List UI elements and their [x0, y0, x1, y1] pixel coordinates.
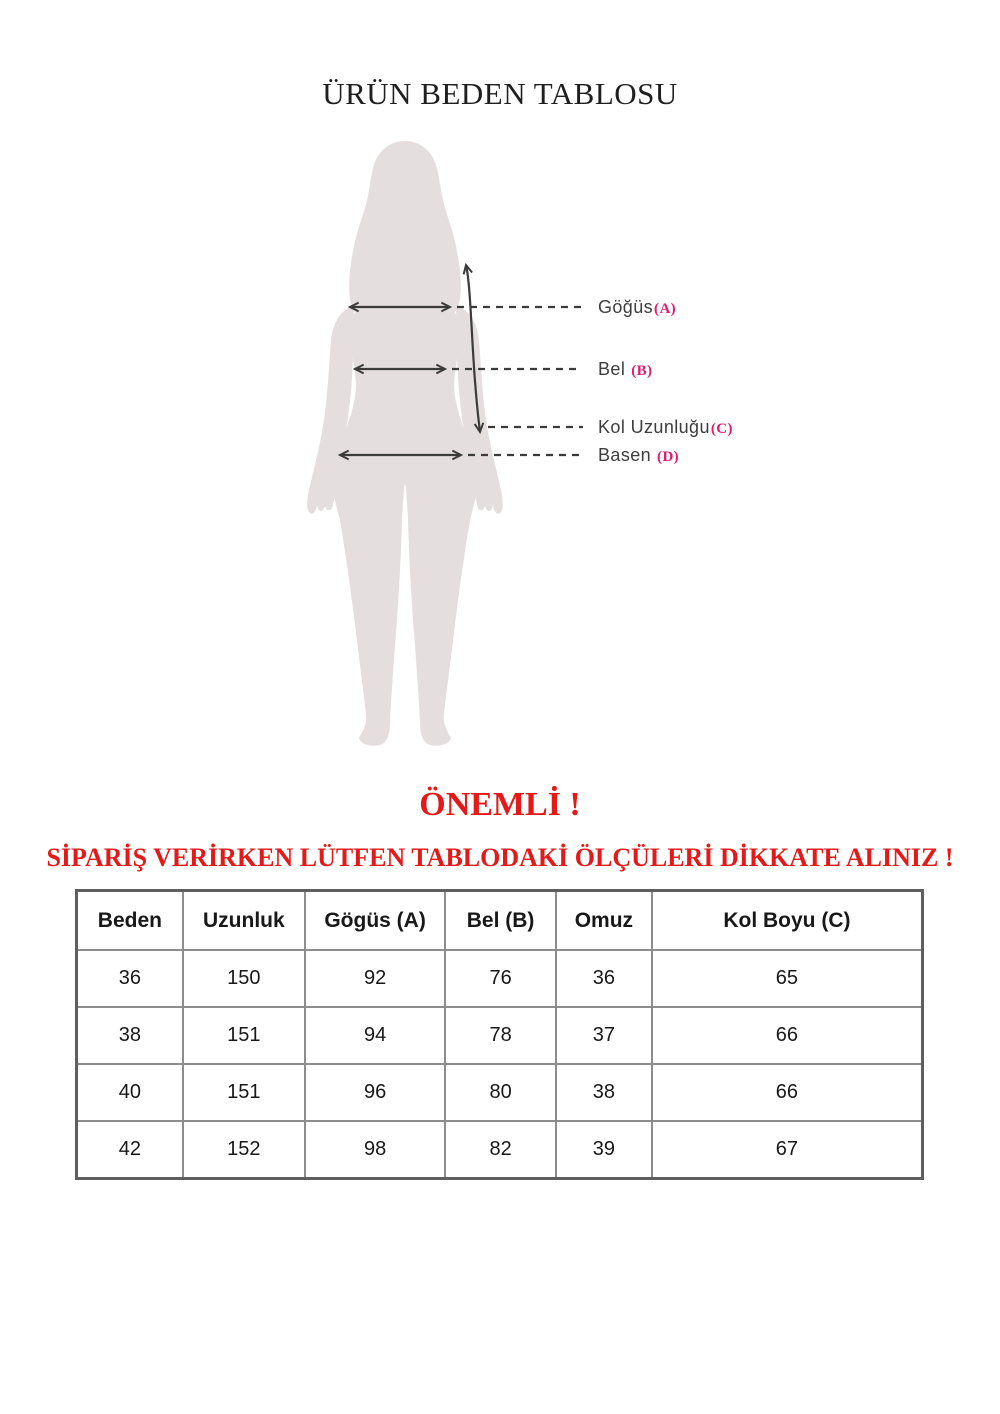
- page-title: ÜRÜN BEDEN TABLOSU: [322, 76, 678, 111]
- size-cell: 38: [556, 1064, 652, 1121]
- measurement-label-arm-length: [598, 416, 733, 440]
- important-message: SİPARİŞ VERİRKEN LÜTFEN TABLODAKİ ÖLÇÜLERİ DİKKATE ALINIZ !: [46, 843, 954, 872]
- column-header-omuz: Omuz: [556, 891, 652, 951]
- size-cell: 42: [77, 1121, 183, 1179]
- body-silhouette: [307, 141, 503, 746]
- size-cell: 92: [305, 950, 445, 1007]
- measurement-label-waist: [598, 358, 652, 382]
- column-header-uzunluk: Uzunluk: [183, 891, 305, 951]
- size-cell: 80: [445, 1064, 556, 1121]
- size-cell: 40: [77, 1064, 183, 1121]
- size-cell: 152: [183, 1121, 305, 1179]
- measurement-code: (B): [631, 363, 653, 379]
- size-cell: 98: [305, 1121, 445, 1179]
- size-cell: 36: [77, 950, 183, 1007]
- important-heading: ÖNEMLİ !: [419, 786, 581, 823]
- measurement-label-hip: [598, 444, 679, 468]
- column-header-gogus: Gögüs (A): [305, 891, 445, 951]
- size-table: [75, 889, 924, 1180]
- size-cell: 151: [183, 1064, 305, 1121]
- size-cell: 67: [652, 1121, 923, 1179]
- size-cell: 37: [556, 1007, 652, 1064]
- size-cell: 150: [183, 950, 305, 1007]
- measurement-code: (D): [657, 449, 680, 465]
- size-row-38: [77, 1007, 923, 1064]
- size-row-40: [77, 1064, 923, 1121]
- measurement-label-chest: [598, 296, 676, 320]
- size-cell: 82: [445, 1121, 556, 1179]
- size-table-header-row: [77, 891, 923, 951]
- measurement-code: (C): [710, 421, 733, 437]
- column-header-kol-boyu: Kol Boyu (C): [652, 891, 923, 951]
- measurement-label-text: Kol Uzunluğu: [598, 417, 710, 437]
- size-cell: 151: [183, 1007, 305, 1064]
- size-cell: 78: [445, 1007, 556, 1064]
- silhouette-torso-legs: [332, 299, 478, 746]
- size-row-42: [77, 1121, 923, 1179]
- size-cell: 36: [556, 950, 652, 1007]
- size-cell: 96: [305, 1064, 445, 1121]
- size-row-36: [77, 950, 923, 1007]
- measurement-label-text: Basen: [598, 445, 652, 465]
- column-header-bel: Bel (B): [445, 891, 556, 951]
- size-cell: 39: [556, 1121, 652, 1179]
- size-cell: 65: [652, 950, 923, 1007]
- size-cell: 66: [652, 1064, 923, 1121]
- measurement-label-text: Göğüs: [598, 297, 654, 317]
- silhouette-hair-head: [349, 141, 461, 319]
- size-cell: 76: [445, 950, 556, 1007]
- column-header-beden: Beden: [77, 891, 183, 951]
- size-cell: 38: [77, 1007, 183, 1064]
- size-cell: 66: [652, 1007, 923, 1064]
- measurement-code: (A): [654, 301, 677, 317]
- measurement-label-text: Bel: [598, 359, 626, 379]
- size-cell: 94: [305, 1007, 445, 1064]
